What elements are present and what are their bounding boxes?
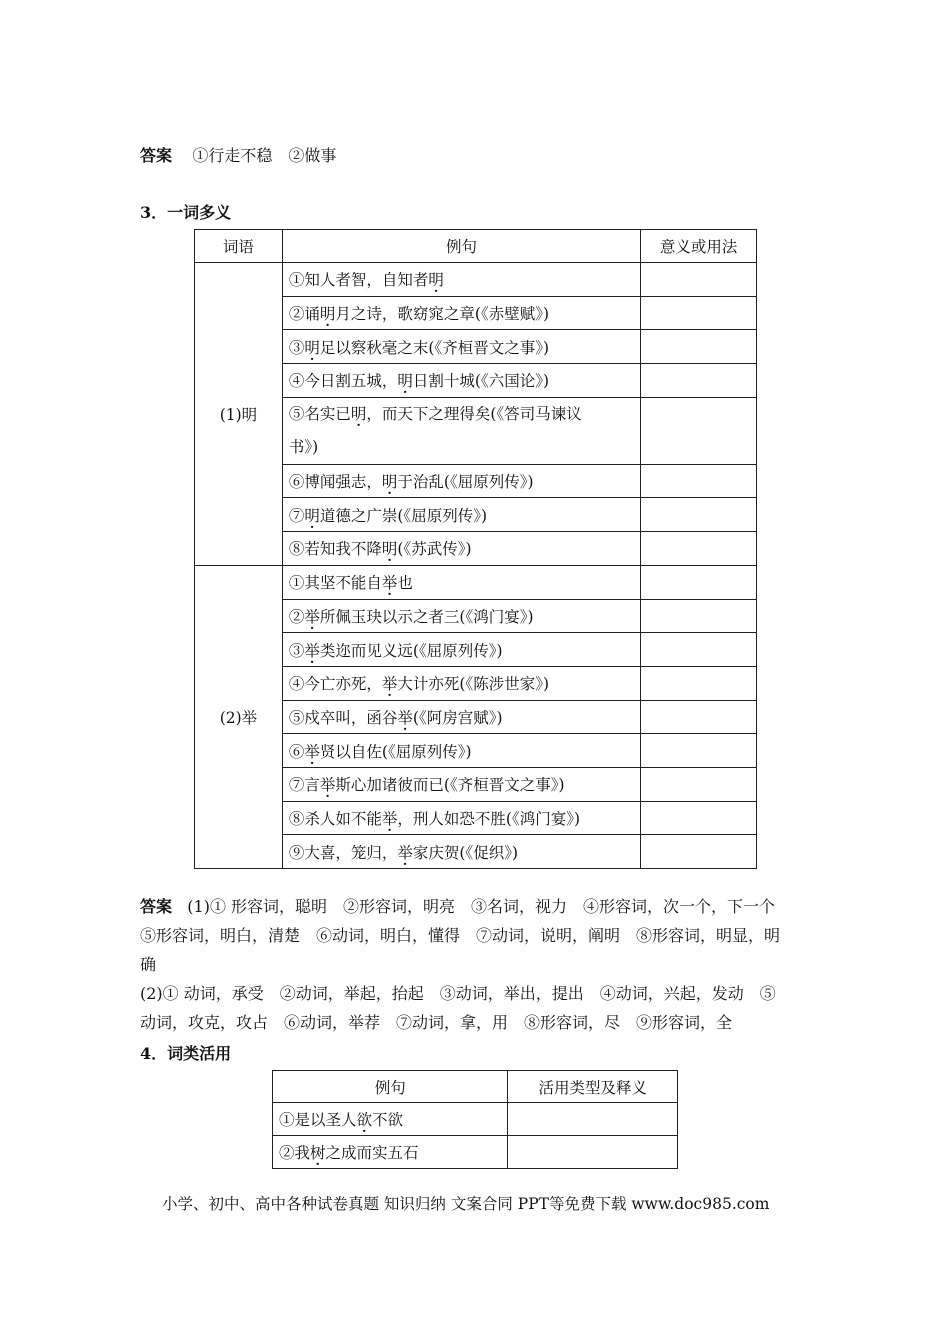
example-sentence	[282, 700, 640, 734]
answer-2-line-2: ⑤形容词，明白，清楚 ⑥动词，明白，懂得 ⑦动词，说明，阐明 ⑧形容词，明显，明	[140, 926, 781, 945]
answer-text: ①行走不稳 ②做事	[192, 146, 337, 165]
example-sentence	[282, 532, 640, 566]
emphasized-word: 举	[397, 843, 413, 862]
table-row	[273, 1103, 678, 1136]
sentence-text: 所佩玉玦以示之者三(《鸿门宴》)	[319, 607, 534, 626]
emphasized-word: 明	[304, 506, 320, 525]
header-example: 例句	[273, 1071, 508, 1103]
meaning-cell	[641, 700, 757, 734]
meaning-cell	[641, 263, 757, 297]
sentence-text: ⑤名实已	[288, 404, 351, 423]
answer-text: (1)① 形容词，聪明 ②形容词，明亮 ③名词，视力 ④形容词，次一个，下一个	[187, 897, 776, 916]
answer-2-line-3: 确	[140, 955, 157, 974]
example-sentence	[273, 1136, 508, 1169]
example-sentence	[273, 1103, 508, 1136]
table-row	[195, 263, 757, 297]
example-sentence	[282, 801, 640, 835]
example-sentence	[282, 734, 640, 768]
sentence-text: ①是以圣人	[279, 1111, 357, 1129]
meaning-cell	[641, 364, 757, 398]
sentence-text: (《苏武传》)	[397, 540, 472, 559]
sentence-text: ①知人者智，自知者	[288, 271, 429, 290]
sentence-text: 于治乱(《屈原列传》)	[397, 473, 534, 492]
header-example: 例句	[282, 230, 640, 263]
example-sentence	[282, 330, 640, 364]
meaning-cell	[641, 565, 757, 599]
answer-2-line-4: (2)① 动词，承受 ②动词，举起，抬起 ③动词，举出，提出 ④动词，兴起，发动 ⑤	[140, 984, 776, 1003]
meaning-cell	[641, 801, 757, 835]
sentence-text: 大计亦死(《陈涉世家》)	[397, 675, 549, 694]
sentence-text: 贤以自佐(《屈原列传》)	[319, 742, 472, 761]
emphasized-word: 举	[397, 708, 413, 727]
sentence-text: ，刑人如恐不胜(《鸿门宴》)	[397, 809, 580, 828]
meaning-cell	[641, 599, 757, 633]
example-sentence	[282, 263, 640, 297]
section-4-title: 4．词类活用	[140, 1044, 232, 1063]
table-header-row	[273, 1071, 678, 1103]
example-sentence	[282, 599, 640, 633]
sentence-text: 斯心加诸彼而已(《齐桓晋文之事》)	[335, 776, 565, 795]
emphasized-word: 明	[381, 540, 398, 559]
sentence-text: ⑥	[288, 742, 305, 761]
usage-cell	[508, 1136, 678, 1169]
header-word: 词语	[195, 230, 283, 263]
emphasized-word: 明	[304, 338, 320, 357]
word-cell: (2)举	[195, 565, 283, 868]
sentence-text: 不欲	[372, 1111, 404, 1129]
meaning-cell	[641, 464, 757, 498]
emphasized-word: 明	[428, 271, 444, 290]
meaning-cell	[641, 767, 757, 801]
emphasized-word: 明	[381, 473, 398, 492]
word-class-table-body	[273, 1103, 678, 1169]
example-sentence	[282, 767, 640, 801]
meaning-cell	[641, 666, 757, 700]
sentence-text: ，而天下之理得矣(《答司马谏议	[366, 404, 582, 423]
sentence-text: ⑧杀人如不能	[288, 809, 382, 828]
section-3-title: 3．一词多义	[140, 203, 232, 222]
answer-label: 答案	[140, 897, 173, 916]
sentence-text: 月之诗，歌窈窕之章(《赤壁赋》)	[335, 305, 549, 324]
answer-1-line	[140, 146, 820, 166]
example-sentence	[282, 498, 640, 532]
sentence-text: ④今日割五城，	[288, 372, 398, 391]
emphasized-word: 举	[381, 574, 398, 593]
meaning-cell	[641, 296, 757, 330]
meaning-cell	[641, 835, 757, 869]
meaning-cell	[641, 330, 757, 364]
header-meaning: 意义或用法	[641, 230, 757, 263]
emphasized-word: 举	[319, 776, 336, 795]
usage-cell	[508, 1103, 678, 1136]
sentence-text: ④今亡亦死，	[288, 675, 382, 694]
sentence-text: 也	[397, 574, 413, 593]
meaning-cell	[641, 498, 757, 532]
example-sentence	[282, 565, 640, 599]
sentence-text: ①其坚不能自	[288, 574, 382, 593]
sentence-text: 之成而实五石	[325, 1144, 419, 1162]
sentence-text: ⑦	[288, 506, 305, 525]
table-row	[195, 565, 757, 599]
polysemy-table	[194, 229, 757, 869]
polysemy-table-body	[195, 263, 757, 869]
sentence-text: ⑦言	[288, 776, 320, 795]
sentence-text: ⑨大喜，笼归，	[288, 843, 398, 862]
footer-text: 小学、初中、高中各种试卷真题 知识归纳 文案合同 PPT等免费下载 www.doc985.com	[162, 1195, 770, 1213]
meaning-cell	[641, 397, 757, 464]
emphasized-word: 举	[304, 742, 320, 761]
sentence-text: ②我	[279, 1144, 311, 1162]
sentence-text: ②	[288, 607, 305, 626]
table-row	[273, 1136, 678, 1169]
example-sentence	[282, 296, 640, 330]
word-class-table	[272, 1070, 678, 1169]
emphasized-word: 举	[381, 675, 398, 694]
example-sentence	[282, 633, 640, 667]
header-usage: 活用类型及释义	[508, 1071, 678, 1103]
sentence-text: (《阿房宫赋》)	[412, 708, 503, 727]
meaning-cell	[641, 633, 757, 667]
emphasized-word: 明	[350, 404, 367, 423]
word-cell: (1)明	[195, 263, 283, 566]
emphasized-word: 明	[397, 372, 413, 391]
sentence-text: ③	[288, 338, 305, 357]
sentence-text: 家庆贺(《促织》)	[412, 843, 518, 862]
example-sentence	[282, 397, 640, 464]
example-sentence	[282, 364, 640, 398]
answer-label: 答案	[140, 146, 173, 165]
sentence-text: 道德之广崇(《屈原列传》)	[319, 506, 487, 525]
meaning-cell	[641, 532, 757, 566]
table-header-row	[195, 230, 757, 263]
sentence-text: 日割十城(《六国论》)	[412, 372, 549, 391]
emphasized-word: 树	[310, 1144, 326, 1162]
example-sentence	[282, 835, 640, 869]
emphasized-word: 举	[381, 809, 398, 828]
sentence-text: ②诵	[288, 305, 320, 324]
emphasized-word: 举	[304, 641, 320, 660]
example-sentence	[282, 666, 640, 700]
sentence-text: ⑤戍卒叫，函谷	[288, 708, 398, 727]
emphasized-word: 明	[319, 305, 336, 324]
answer-2-line-1	[140, 897, 820, 917]
sentence-text: ③	[288, 641, 305, 660]
example-sentence	[282, 464, 640, 498]
emphasized-word: 举	[304, 607, 320, 626]
sentence-text: ⑧若知我不降	[288, 540, 382, 559]
sentence-text: 足以察秋毫之末(《齐桓晋文之事》)	[319, 338, 549, 357]
sentence-text: 类迩而见义远(《屈原列传》)	[319, 641, 503, 660]
emphasized-word: 欲	[356, 1111, 373, 1129]
sentence-continuation: 书》)	[288, 437, 319, 456]
meaning-cell	[641, 734, 757, 768]
answer-2-line-5: 动词，攻克，攻占 ⑥动词，举荐 ⑦动词，拿，用 ⑧形容词，尽 ⑨形容词，全	[140, 1013, 733, 1032]
sentence-text: ⑥博闻强志，	[288, 473, 382, 492]
